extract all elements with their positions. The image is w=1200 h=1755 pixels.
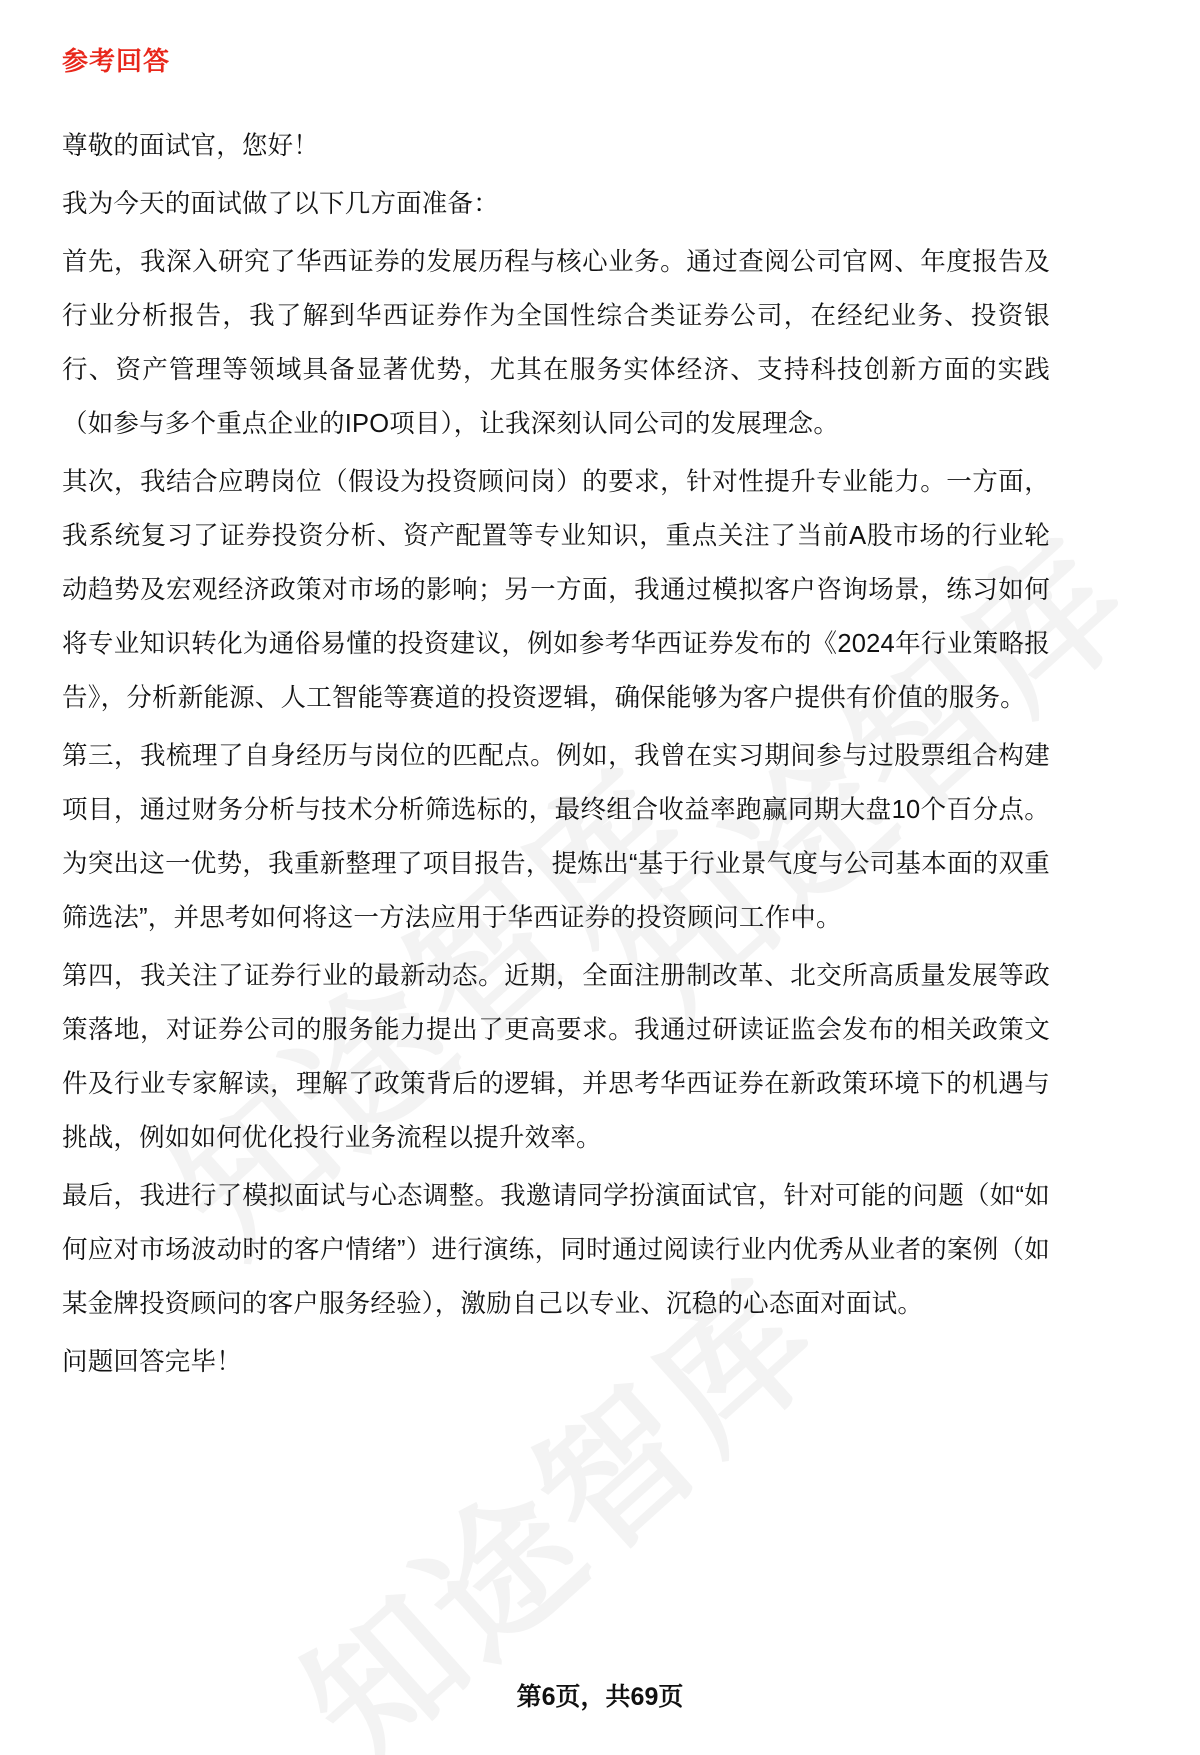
- body-paragraph: 首先，我深入研究了华西证券的发展历程与核心业务。通过查阅公司官网、年度报告及行业分析报告，我了解到华西证券作为全国性综合类证券公司，在经纪业务、投资银行、资产管理等领域具备显著优势，尤其在服务实体经济、支持科技创新方面的实践（如参与多个重点企业的IPO项目），让我深刻认同公司的发展理念。: [62, 248, 1050, 439]
- body-paragraph: 第四，我关注了证券行业的最新动态。近期，全面注册制改革、北交所高质量发展等政策落地，对证券公司的服务能力提出了更高要求。我通过研读证监会发布的相关政策文件及行业专家解读，理解了政策背后的逻辑，并思考华西证券在新政策环境下的机遇与挑战，例如如何优化投行业务流程以提升效率。: [62, 962, 1050, 1153]
- body-paragraph: 第三，我梳理了自身经历与岗位的匹配点。例如，我曾在实习期间参与过股票组合构建项目，通过财务分析与技术分析筛选标的，最终组合收益率跑赢同期大盘10个百分点。为突出这一优势，我重新整理了项目报告，提炼出“基于行业景气度与公司基本面的双重筛选法”，并思考如何将这一方法应用于华西证券的投资顾问工作中。: [62, 742, 1050, 933]
- body-paragraph: 其次，我结合应聘岗位（假设为投资顾问岗）的要求，针对性提升专业能力。一方面，我系统复习了证券投资分析、资产配置等专业知识，重点关注了当前A股市场的行业轮动趋势及宏观经济政策对市场的影响；另一方面，我通过模拟客户咨询场景，练习如何将专业知识转化为通俗易懂的投资建议，例如参考华西证券发布的《2024年行业策略报告》，分析新能源、人工智能等赛道的投资逻辑，确保能够为客户提供有价值的服务。: [62, 468, 1050, 713]
- salutation-paragraph: 尊敬的面试官，您好！: [62, 132, 320, 161]
- closing-paragraph: 问题回答完毕！: [62, 1348, 242, 1377]
- body-paragraph: 我为今天的面试做了以下几方面准备：: [62, 190, 499, 219]
- page-number-footer: 第6页，共69页: [516, 1683, 684, 1711]
- body-paragraph: 最后，我进行了模拟面试与心态调整。我邀请同学扮演面试官，针对可能的问题（如“如何应对市场波动时的客户情绪”）进行演练，同时通过阅读行业内优秀从业者的案例（如某金牌投资顾问的客户服务经验），激励自己以专业、沉稳的心态面对面试。: [62, 1182, 1050, 1319]
- page-title: 参考回答: [62, 46, 171, 76]
